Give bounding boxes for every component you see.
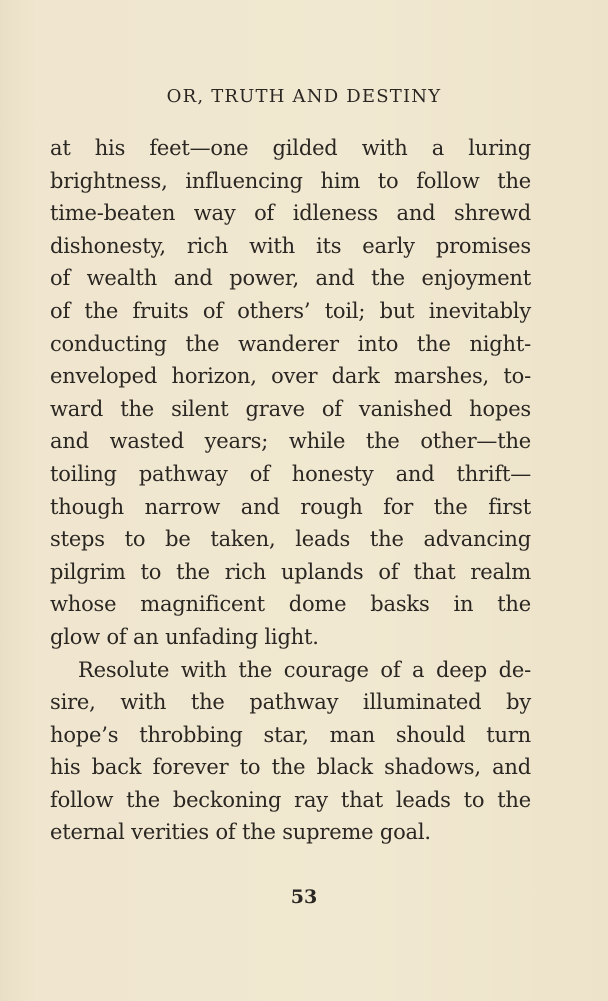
text-line: eternal verities of the supreme goal. <box>50 820 431 845</box>
text-line: follow the beckoning ray that leads to the <box>50 787 531 812</box>
text-line: his back forever to the black shadows, and <box>50 755 531 780</box>
text-line: at his feet—one gilded with a luring <box>50 136 531 160</box>
text-line: of wealth and power, and the enjoyment <box>50 266 531 291</box>
text-line: ward the silent grave of vanished hopes <box>50 396 531 421</box>
page-number: 53 <box>290 886 318 908</box>
text-line: steps to be taken, leads the advancing <box>50 527 531 552</box>
paragraph-2 <box>50 654 531 850</box>
text-line: glow of an unfading light. <box>50 624 319 649</box>
text-line: dishonesty, rich with its early promises <box>50 233 531 258</box>
text-line: brightness, influencing him to follow the <box>50 168 531 193</box>
body-text <box>50 132 531 849</box>
text-line: and wasted years; while the other—the <box>50 429 531 454</box>
text-line: though narrow and rough for the first <box>50 494 531 519</box>
text-line: of the fruits of others’ toil; but inevitably <box>50 298 531 323</box>
text-line: sire, with the pathway illuminated by <box>50 690 531 715</box>
text-line: Resolute with the courage of a deep de- <box>78 657 531 682</box>
paragraph-1 <box>50 132 531 654</box>
text-line: conducting the wanderer into the night- <box>50 331 531 356</box>
text-line: enveloped horizon, over dark marshes, to- <box>50 364 531 389</box>
text-line: time-beaten way of idleness and shrewd <box>50 201 531 226</box>
running-head: OR, TRUTH AND DESTINY <box>166 86 442 107</box>
text-line: toiling pathway of honesty and thrift— <box>50 461 531 486</box>
text-line: pilgrim to the rich uplands of that realm <box>50 559 531 584</box>
text-line: hope’s throbbing star, man should turn <box>50 722 531 747</box>
text-line: whose magnificent dome basks in the <box>50 592 531 617</box>
